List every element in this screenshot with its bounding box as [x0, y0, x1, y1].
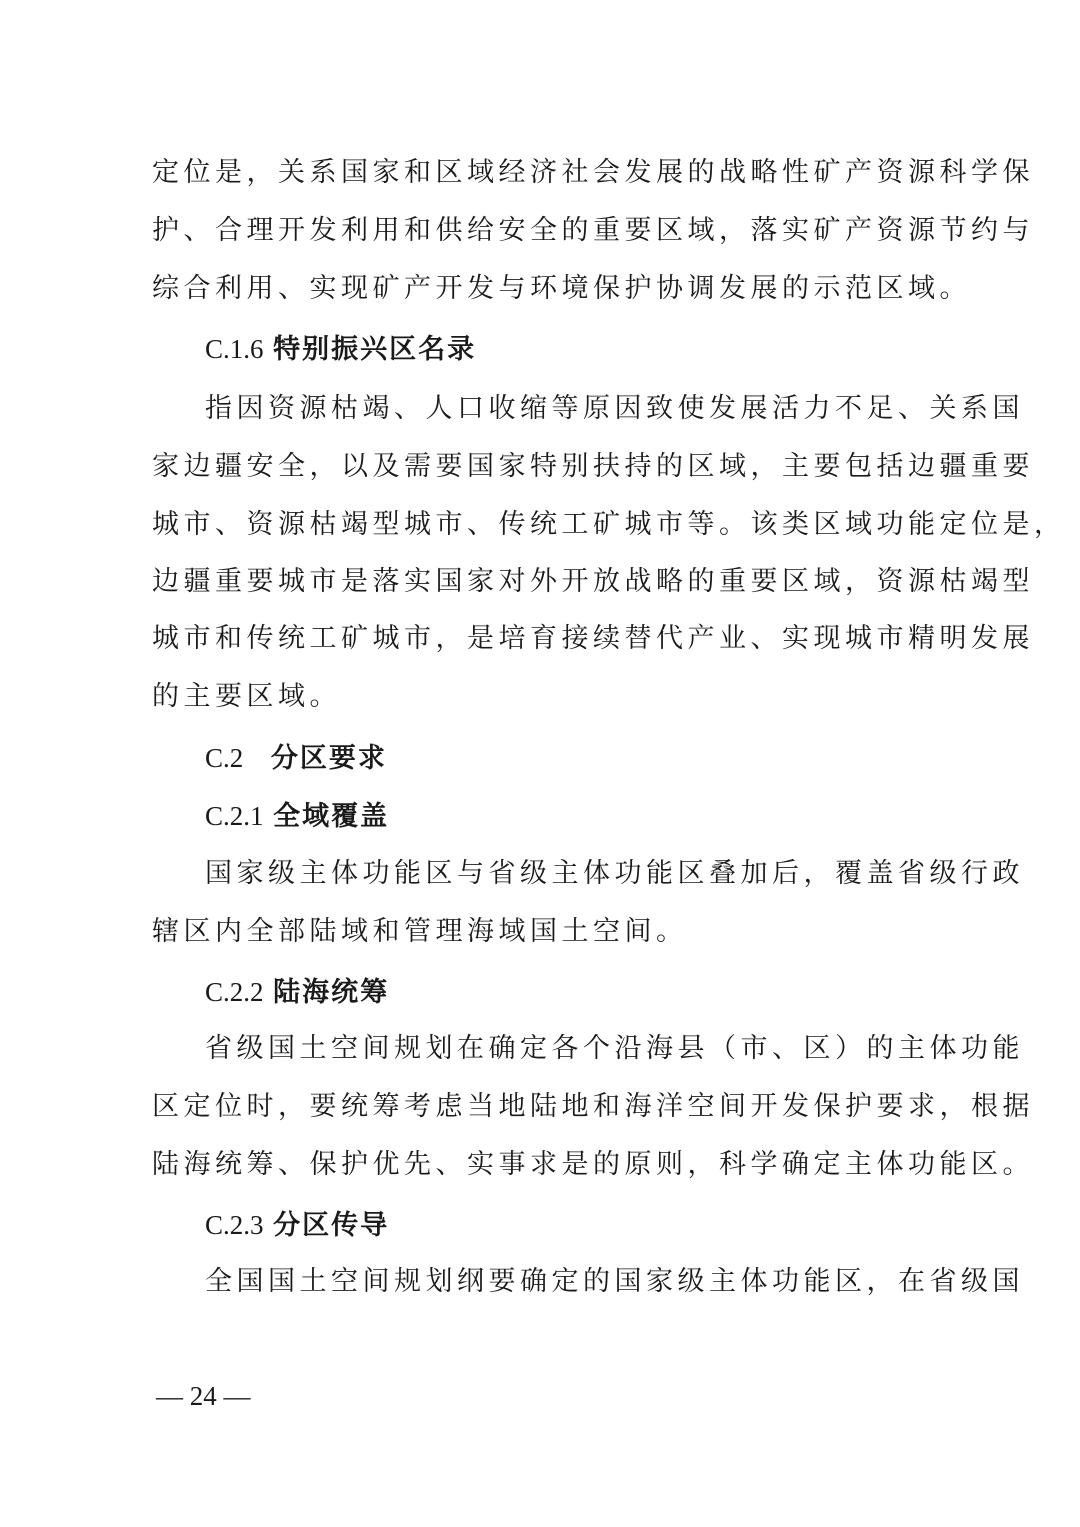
body-text-line: 省级国土空间规划在确定各个沿海县（市、区）的主体功能 [205, 1033, 1024, 1064]
body-text-line: 区定位时，要统筹考虑当地陆地和海洋空间开发保护要求，根据 [152, 1091, 1034, 1122]
body-text-line: 家边疆安全，以及需要国家特别扶持的区域，主要包括边疆重要 [152, 451, 1034, 482]
body-text-line: 国家级主体功能区与省级主体功能区叠加后，覆盖省级行政 [205, 858, 1024, 889]
body-text-line: 城市和传统工矿城市，是培育接续替代产业、实现城市精明发展 [152, 623, 1034, 654]
page-number: — 24 — [156, 1381, 251, 1411]
body-text-line: 护、合理开发利用和供给安全的重要区域，落实矿产资源节约与 [152, 215, 1034, 246]
section-heading-c16 [205, 331, 476, 368]
body-text-line: 边疆重要城市是落实国家对外开放战略的重要区域，资源枯竭型 [152, 566, 1034, 597]
body-text-line: 指因资源枯竭、人口收缩等原因致使发展活力不足、关系国 [205, 393, 1024, 424]
section-number: C.2 [205, 743, 244, 773]
section-number: C.2.2 [205, 977, 264, 1007]
section-number: C.2.3 [205, 1210, 264, 1240]
section-heading-c21 [205, 798, 389, 835]
section-number: C.1.6 [205, 334, 264, 364]
section-heading-c23 [205, 1207, 389, 1244]
body-text-line: 定位是，关系国家和区域经济社会发展的战略性矿产资源科学保 [152, 157, 1034, 188]
section-title: 全域覆盖 [273, 801, 390, 832]
section-title: 分区要求 [270, 743, 387, 774]
body-text-line: 综合利用、实现矿产开发与环境保护协调发展的示范区域。 [152, 273, 971, 304]
body-text-line: 辖区内全部陆域和管理海域国土空间。 [152, 916, 688, 947]
body-text-line: 城市、资源枯竭型城市、传统工矿城市等。该类区域功能定位是， [152, 509, 1066, 540]
section-heading-c22 [205, 974, 389, 1011]
body-text-line: 陆海统筹、保护优先、实事求是的原则，科学确定主体功能区。 [152, 1149, 1034, 1180]
section-number: C.2.1 [205, 801, 264, 831]
section-heading-c2 [205, 740, 387, 777]
section-title: 特别振兴区名录 [273, 334, 477, 365]
section-title: 陆海统筹 [273, 977, 390, 1008]
body-text-line: 的主要区域。 [152, 681, 341, 712]
section-title: 分区传导 [273, 1210, 390, 1241]
body-text-line: 全国国土空间规划纲要确定的国家级主体功能区，在省级国 [205, 1266, 1024, 1297]
